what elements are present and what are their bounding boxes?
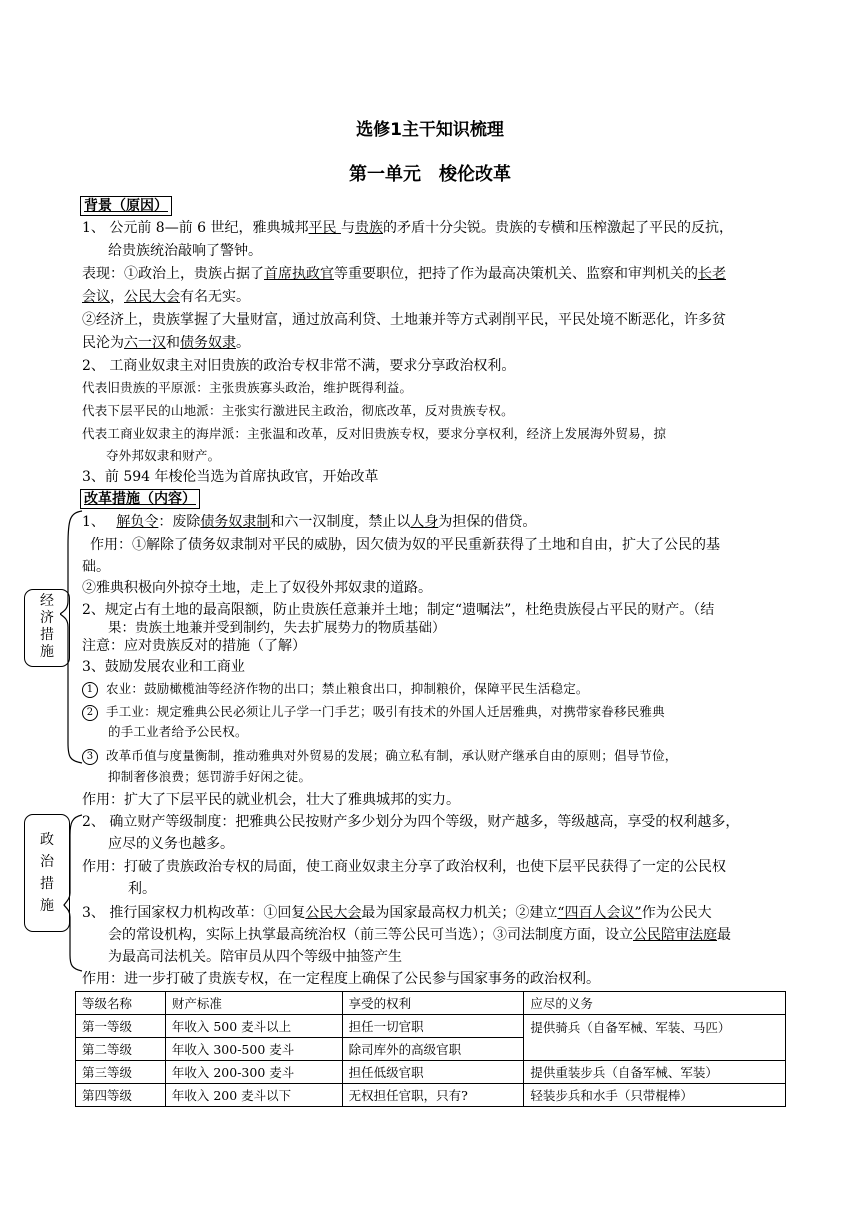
measures-heading: 改革措施（内容） bbox=[80, 489, 200, 509]
measure-1-effect: 作用：①解除了债务奴隶制对平民的威胁，因欠债为奴的平民重新获得了土地和自由，扩大了公民的基 bbox=[90, 537, 720, 553]
table-cell: 第四等级 bbox=[76, 1084, 166, 1107]
faction-coast: 代表工商业奴隶主的海岸派：主张温和改革，反对旧贵族专权，要求分享权利，经济上发展海外贸易，掠 bbox=[82, 426, 667, 441]
table-cell: 第一等级 bbox=[76, 1015, 166, 1038]
political-measure-2-effect: 作用：打破了贵族政治专权的局面，使工商业奴隶主分享了政治权利，也使下层平民获得了一定的公民权 bbox=[82, 859, 726, 875]
measure-2-note: 注意：应对贵族反对的措施（了解） bbox=[82, 638, 306, 654]
faction-hill: 代表下层平民的山地派：主张实行激进民主政治，彻底改革，反对贵族专权。 bbox=[82, 403, 514, 418]
table-cell: 年收入 500 麦斗以上 bbox=[165, 1015, 342, 1038]
table-cell: 担任一切官职 bbox=[342, 1015, 524, 1038]
faction-plain: 代表旧贵族的平原派：主张贵族寡头政治，维护既得利益。 bbox=[82, 380, 413, 395]
table-header-cell: 财产标准 bbox=[165, 992, 342, 1015]
political-measure-2-effect-cont: 利。 bbox=[128, 881, 156, 897]
table-cell: 轻装步兵和水手（只带棍棒） bbox=[524, 1084, 786, 1107]
measure-3-agriculture: 1 农业：鼓励橄榄油等经济作物的出口；禁止粮食出口，抑制粮价，保障平民生活稳定。 bbox=[82, 679, 589, 699]
background-political-cont: 会议，公民大会有名无实。 bbox=[82, 289, 250, 305]
table-cell: 年收入 300-500 麦斗 bbox=[165, 1038, 342, 1061]
measure-3-effect: 作用：扩大了下层平民的就业机会，壮大了雅典城邦的实力。 bbox=[82, 792, 460, 808]
table-cell: 年收入 200-300 麦斗 bbox=[165, 1061, 342, 1084]
political-measure-3-cont-2: 为最高司法机关。陪审员从四个等级中抽签产生 bbox=[108, 949, 402, 965]
measure-2-cont: 果：贵族土地兼并受到制约，失去扩展势力的物质基础） bbox=[108, 620, 446, 636]
political-measure-3-cont: 会的常设机构，实际上执掌最高统治权（前三等公民可当选）；③司法制度方面，设立公民陪审法庭最 bbox=[108, 927, 731, 943]
background-political: 表现：①政治上，贵族占据了首席执政官等重要职位，把持了作为最高决策机关、监察和审判机关的长老 bbox=[82, 266, 726, 282]
number-circle: 1 bbox=[82, 682, 98, 698]
page-title: 选修1主干知识梳理 bbox=[356, 120, 504, 140]
measure-3: 3、鼓励发展农业和工商业 bbox=[82, 659, 245, 675]
background-point-2: 2、 工商业奴隶主对旧贵族的政治专权非常不满，要求分享政治权利。 bbox=[82, 358, 516, 374]
measure-2: 2、规定占有土地的最高限额，防止贵族任意兼并土地；制定“遗嘱法”，杜绝贵族侵占平民的财产。（结 bbox=[82, 602, 715, 618]
table-header-cell: 等级名称 bbox=[76, 992, 166, 1015]
table-cell: 第三等级 bbox=[76, 1061, 166, 1084]
table-row bbox=[76, 1084, 786, 1107]
table-cell: 提供重装步兵（自备军械、军装） bbox=[524, 1061, 786, 1084]
background-heading: 背景（原因） bbox=[80, 196, 172, 216]
measure-3-currency-cont: 抑制奢侈浪费；惩罚游手好闲之徒。 bbox=[108, 769, 312, 784]
table-cell: 年收入 200 麦斗以下 bbox=[165, 1084, 342, 1107]
table-header-row bbox=[76, 992, 786, 1015]
background-point-3: 3、前 594 年梭伦当选为首席执政官，开始改革 bbox=[82, 469, 379, 485]
table-cell: 提供骑兵（自备军械、军装、马匹） bbox=[524, 1015, 786, 1061]
political-measure-3-effect: 作用：进一步打破了贵族专权，在一定程度上确保了公民参与国家事务的政治权利。 bbox=[82, 971, 600, 987]
number-circle: 2 bbox=[82, 705, 98, 721]
table-cell: 除司库外的高级官职 bbox=[342, 1038, 524, 1061]
background-point-1-cont: 给贵族统治敲响了警钟。 bbox=[108, 243, 262, 259]
measure-3-handicraft: 2 手工业：规定雅典公民必须让儿子学一门手艺；吸引有技术的外国人迁居雅典，对携带家眷移民雅典 bbox=[82, 702, 665, 722]
background-economic: ②经济上，贵族掌握了大量财富，通过放高利贷、土地兼并等方式剥削平民，平民处境不断恶化，许多贫 bbox=[82, 312, 726, 328]
table-row bbox=[76, 1061, 786, 1084]
table-cell: 第二等级 bbox=[76, 1038, 166, 1061]
political-measure-2: 2、 确立财产等级制度：把雅典公民按财产多少划分为四个等级，财产越多，等级越高，享受的权利越多， bbox=[82, 814, 740, 830]
number-circle: 3 bbox=[82, 749, 98, 765]
political-measures-label: 政治措施 bbox=[24, 814, 70, 932]
table-cell: 担任低级官职 bbox=[342, 1061, 524, 1084]
background-economic-cont: 民沦为六一汉和债务奴隶。 bbox=[82, 335, 250, 351]
property-class-table bbox=[75, 991, 786, 1107]
table-header-cell: 应尽的义务 bbox=[524, 992, 786, 1015]
measure-1: 1、 解负令：废除债务奴隶制和六一汉制度，禁止以人身为担保的借贷。 bbox=[82, 514, 537, 530]
table-header-cell: 享受的权利 bbox=[342, 992, 524, 1015]
table-row bbox=[76, 1015, 786, 1038]
measure-3-handicraft-cont: 的手工业者给予公民权。 bbox=[108, 724, 248, 739]
political-measure-2-cont: 应尽的义务也越多。 bbox=[108, 836, 234, 852]
measure-3-currency: 3 改革币值与度量衡制，推动雅典对外贸易的发展；确立私有制，承认财产继承自由的原则；倡导节俭， bbox=[82, 746, 678, 766]
background-point-1: 1、 公元前 8—前 6 世纪，雅典城邦平民 与贵族的矛盾十分尖锐。贵族的专横和压榨激起了平民的反抗， bbox=[82, 220, 733, 236]
measure-1-effect-2: ②雅典积极向外掠夺土地，走上了奴役外邦奴隶的道路。 bbox=[82, 580, 432, 596]
economic-measures-label: 经济措施 bbox=[24, 589, 70, 667]
faction-coast-cont: 夺外邦奴隶和财产。 bbox=[106, 448, 221, 463]
unit-title: 第一单元 梭伦改革 bbox=[349, 164, 511, 185]
table-cell: 无权担任官职，只有? bbox=[342, 1084, 524, 1107]
measure-1-effect-cont: 础。 bbox=[82, 559, 110, 575]
political-measure-3: 3、 推行国家权力机构改革：①回复公民大会最为国家最高权力机关；②建立“四百人会议”作为公民大 bbox=[82, 905, 712, 921]
